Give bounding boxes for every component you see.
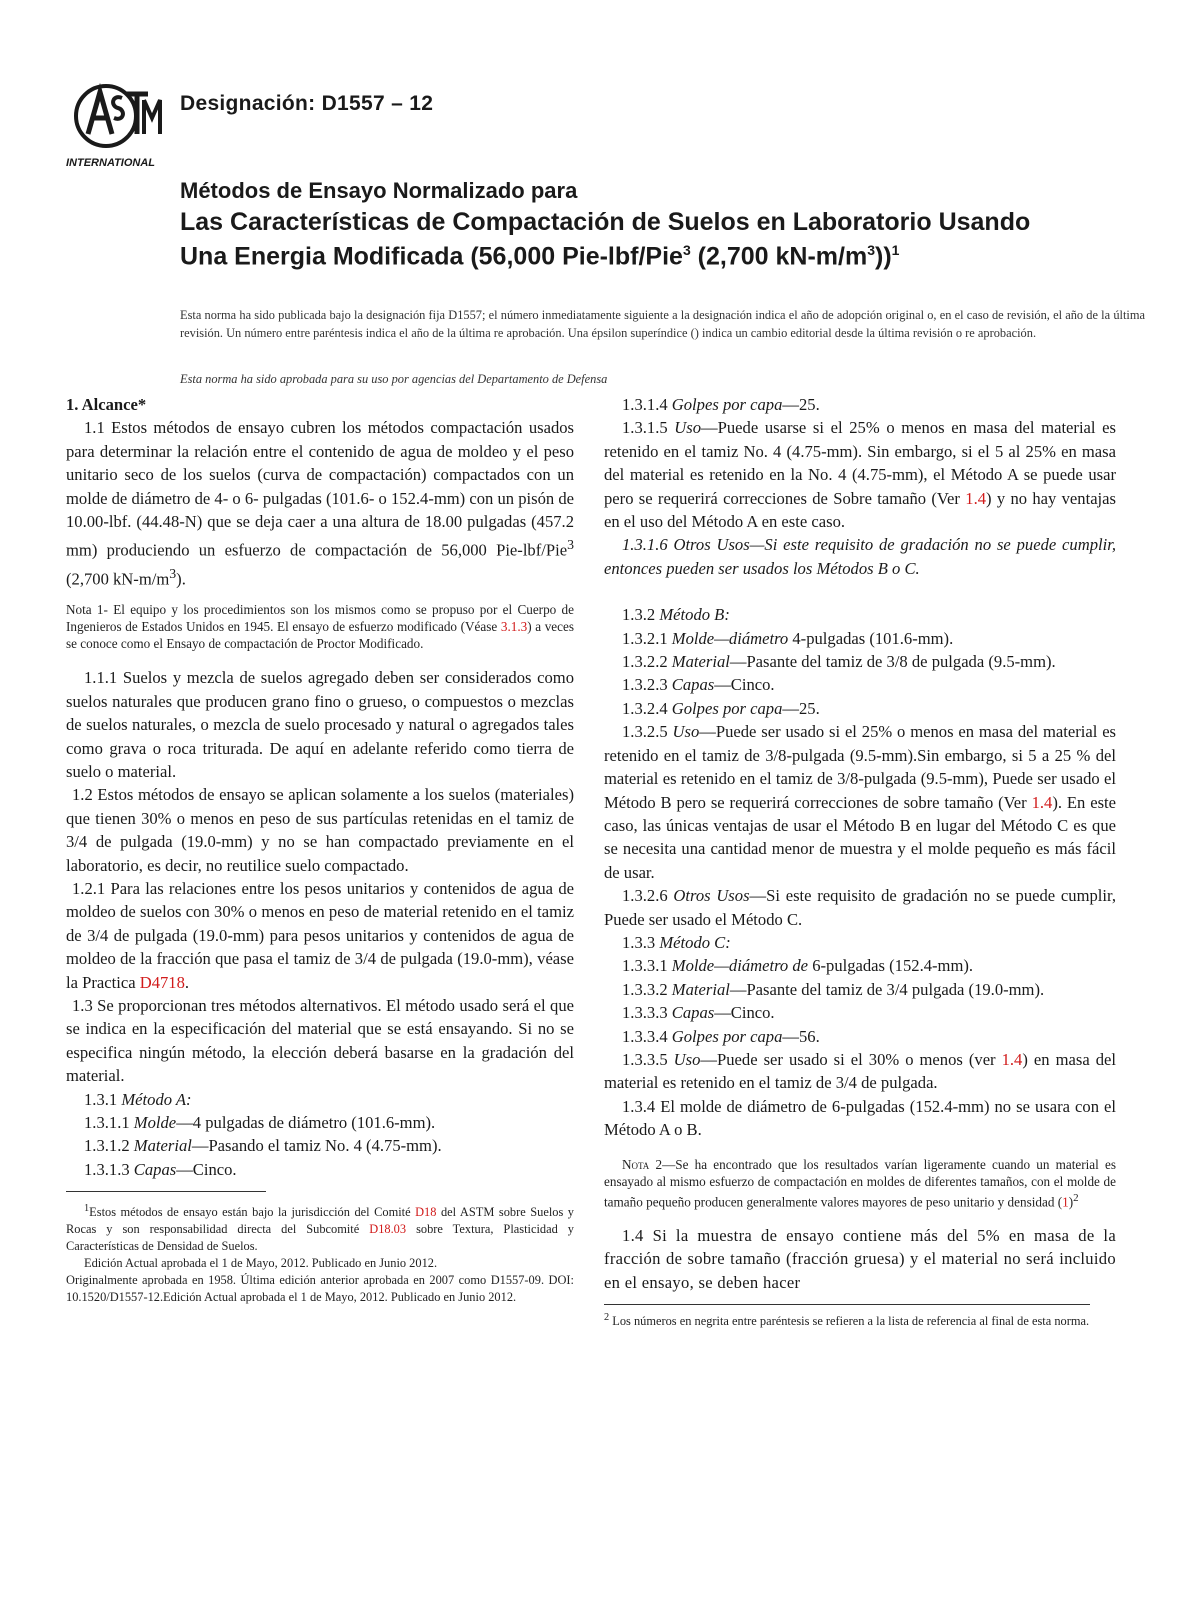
title-line-3: Una Energia Modificada (56,000 Pie-lbf/Pie$^3$ (2,700 $kN-m/m^3))^1$ [180, 242, 900, 271]
paragraph-1-4: 1.4 Si la muestra de ensayo contiene más del 5% en masa de la fracción de sobre tamaño (fracción gruesa) y el material no será incluido en el ensayo, se deben hacer [604, 1225, 1116, 1292]
link-d18[interactable]: D18 [415, 1205, 437, 1220]
item-1-3-3: 1.3.3 Método C: [622, 932, 731, 952]
item-1-3-1-5: 1.3.1.5 Uso—Puede usarse si el 25% o menos en masa del material es retenido en el tamiz No. 4 (4.75-mm). Sin embargo, si el 5 al 25% en masa del material es retenido en la No. 4 (4.75-mm), el Método A se puede usar pero se requerirá correcciones de Sobre tamaño (Ver 1.4) y no hay ventajas en el uso del Método A en este caso. [604, 418, 1116, 532]
paragraph-1-1-1: 1.1.1 Suelos y mezcla de suelos agregado deben ser considerados como suelos naturales que producen grano fino o grueso, o compuestos o mezclas de suelos naturales, o mezcla de suelo procesado y natural o agregados tales como grava o roca triturada. De aquí en adelante referido como tierra de suelo o material. [66, 668, 574, 781]
link-3-1-3[interactable]: 3.1.3 [500, 619, 528, 635]
approval-notice: Esta norma ha sido aprobada para su uso por agencias del Departamento de Defensa [180, 372, 608, 386]
item-1-3-3-4: 1.3.3.4 Golpes por capa—56. [622, 1026, 820, 1046]
item-1-3-3-3: 1.3.3.3 Capas—Cinco. [622, 1003, 775, 1023]
item-1-3-3-1: 1.3.3.1 Molde—diámetro de 6-pulgadas (152.4-mm). [622, 956, 974, 976]
link-reference-1[interactable]: 1 [1062, 1193, 1069, 1209]
title-line-1: Métodos de Ensayo Normalizado para [180, 178, 578, 203]
item-1-3-1: 1.3.1 Método A: [84, 1089, 192, 1109]
footnote-1-edition: Edición Actual aprobada el 1 de Mayo, 2012. Publicado en Junio 2012. [84, 1256, 438, 1271]
link-1-4[interactable]: 1.4 [1031, 792, 1053, 812]
paragraph-1-2: 1.2 Estos métodos de ensayo se aplican solamente a los suelos (materiales) que tienen 30% o menos en peso de sus partículas retenidas en el tamiz de 3/4 de pulgada (19.0-mm) y no se han compactado previamente en el laboratorio, es decir, no reutilice suelo compactado. [66, 785, 574, 875]
astm-logo [64, 78, 168, 170]
item-1-3-1-2: 1.3.1.2 Material—Pasando el tamiz No. 4 (4.75-mm). [84, 1136, 442, 1156]
link-d4718[interactable]: D4718 [139, 972, 185, 992]
item-1-3-2-3: 1.3.2.3 Capas—Cinco. [622, 675, 775, 695]
link-1-4[interactable]: 1.4 [1001, 1049, 1023, 1069]
item-1-3-2-1: 1.3.2.1 Molde—diámetro 4-pulgadas (101.6-mm). [622, 628, 954, 648]
link-d18-03[interactable]: D18.03 [369, 1222, 407, 1237]
footnote-divider [604, 1304, 1090, 1305]
footnote-1-origin: Originalmente aprobada en 1958. Última edición anterior aprobada en 2007 como D1557-09. DOI: 10.1520/D1557-12.Edición Actual aprobada el 1 de Mayo, 2012. Publicado en Junio 2012. [66, 1273, 574, 1305]
item-1-3-3-5: 1.3.3.5 Uso—Puede ser usado si el 30% o menos (ver 1.4) en masa del material es retenido en el tamiz de 3/4 de pulgada. [604, 1049, 1116, 1093]
paragraph-1-1: 1.1 Estos métodos de ensayo cubren los métodos compactación usados para determinar la relación entre el contenido de agua de moldeo y el peso unitario seco de los suelos (curva de compactación) compactados con un molde de diámetro de 4- o 6- pulgadas (101.6- o 152.4-mm) con un pisón de 10.00-lbf. (44.48-N) que se deja caer a una altura de 18.00 pulgadas (457.2 mm) produciendo un esfuerzo de compactación de 56,000 Pie-lbf/Pie$^3$ (2,700 $kN-m/m^3$). [66, 418, 574, 589]
title-line-2: Las Características de Compactación de Suelos en Laboratorio Usando [180, 208, 1031, 236]
item-1-3-3-2: 1.3.3.2 Material—Pasante del tamiz de 3/4 pulgada (19.0-mm). [622, 979, 1045, 999]
footnote-1: $^1$Estos métodos de ensayo están bajo la jurisdicción del Comité D18 del ASTM sobre Suelos y Rocas y son responsabilidad directa del Subcomité D18.03 sobre Textura, Plasticidad y Características de Densidad de Suelos. [66, 1203, 574, 1254]
publication-notice: Esta norma ha sido publicada bajo la designación fija D1557; el número inmediatamente siguiente a la designación indica el año de adopción original o, en el caso de revisión, el año de la última revisión. Un número entre paréntesis indica el año de la última re aprobación. Una épsilon superíndice () indica un cambio editorial desde la última revisión o re aprobación. [180, 308, 1145, 340]
paragraph-1-2-1: 1.2.1 Para las relaciones entre los pesos unitarios y contenidos de agua de moldeo de suelos con 30% o menos en peso de material retenido en el tamiz de 3/4 de pulgada (19.0-mm) para pesos unitarios y contenidos de agua de moldeo de la fracción que pasa el tamiz de 3/4 de pulgada (19.0-mm), véase la Practica D4718. [66, 878, 574, 992]
item-1-3-2-4: 1.3.2.4 Golpes por capa—25. [622, 698, 820, 718]
item-1-3-1-4: 1.3.1.4 Golpes por capa—25. [622, 395, 820, 414]
right-column [604, 393, 1116, 1330]
item-1-3-2: 1.3.2 Método B: [622, 605, 730, 625]
item-1-3-2-5: 1.3.2.5 Uso—Puede ser usado si el 25% o menos en masa del material es retenido en el tamiz de 3/8-pulgada (9.5-mm).Sin embargo, si 5 a 25 % del material es retenido en el tamiz de 3/8-pulgada (9.5-mm), Puede ser usado el Método B pero se requerirá correcciones de sobre tamaño (Ver 1.4). En este caso, las únicas ventajas de usar el Método B en lugar del Método C es que se necesita una cantidad menor de muestra y el molde pequeño es más fácil de usar. [604, 722, 1117, 882]
item-1-3-2-6: 1.3.2.6 Otros Usos—Si este requisito de gradación no se puede cumplir, Puede ser usado el Método C. [604, 886, 1117, 929]
footnote-2: $^2$ Los números en negrita entre paréntesis se refieren a la lista de referencia al final de esta norma. [604, 1312, 1090, 1329]
item-1-3-4: 1.3.4 El molde de diámetro de 6-pulgadas (152.4-mm) no se usara con el Método A o B. [604, 1096, 1116, 1140]
item-1-3-2-2: 1.3.2.2 Material—Pasante del tamiz de 3/8 de pulgada (9.5-mm). [622, 652, 1056, 672]
link-1-4[interactable]: 1.4 [965, 488, 987, 508]
logo-text: INTERNATIONAL [66, 157, 156, 169]
item-1-3-1-6: 1.3.1.6 Otros Usos—Si este requisito de gradación no se puede cumplir, entonces pueden ser usados los Métodos B o C. [604, 535, 1116, 578]
designation: Designación: D1557 – 12 [180, 92, 434, 115]
note-2: Nota 2—Se ha encontrado que los resultados varían ligeramente cuando un material es ensayado al mismo esfuerzo de compactación en moldes de diferentes tamaños, con el molde de tamaño pequeño producen generalmente valores mayores de peso unitario y densidad $(1)^2$ [604, 1156, 1116, 1209]
left-column [66, 393, 574, 1306]
footnote-divider [66, 1191, 266, 1192]
paragraph-1-3: 1.3 Se proporcionan tres métodos alternativos. El método usado será el que se indica en la especificación del material que se está ensayando. Si no se especifica ningún método, la elección deberá basarse en la gradación del material. [66, 996, 574, 1086]
section-heading: 1. Alcance* [66, 395, 147, 414]
item-1-3-1-3: 1.3.1.3 Capas—Cinco. [84, 1159, 237, 1179]
item-1-3-1-1: 1.3.1.1 Molde—4 pulgadas de diámetro (101.6-mm). [84, 1113, 436, 1133]
note-1: Nota 1- El equipo y los procedimientos son los mismos como se propuso por el Cuerpo de Ingenieros de Estados Unidos en 1945. El ensayo de esfuerzo modificado (Véase 3.1.3) a veces se conoce como el Ensayo de compactación de Proctor Modificado. [66, 602, 574, 652]
